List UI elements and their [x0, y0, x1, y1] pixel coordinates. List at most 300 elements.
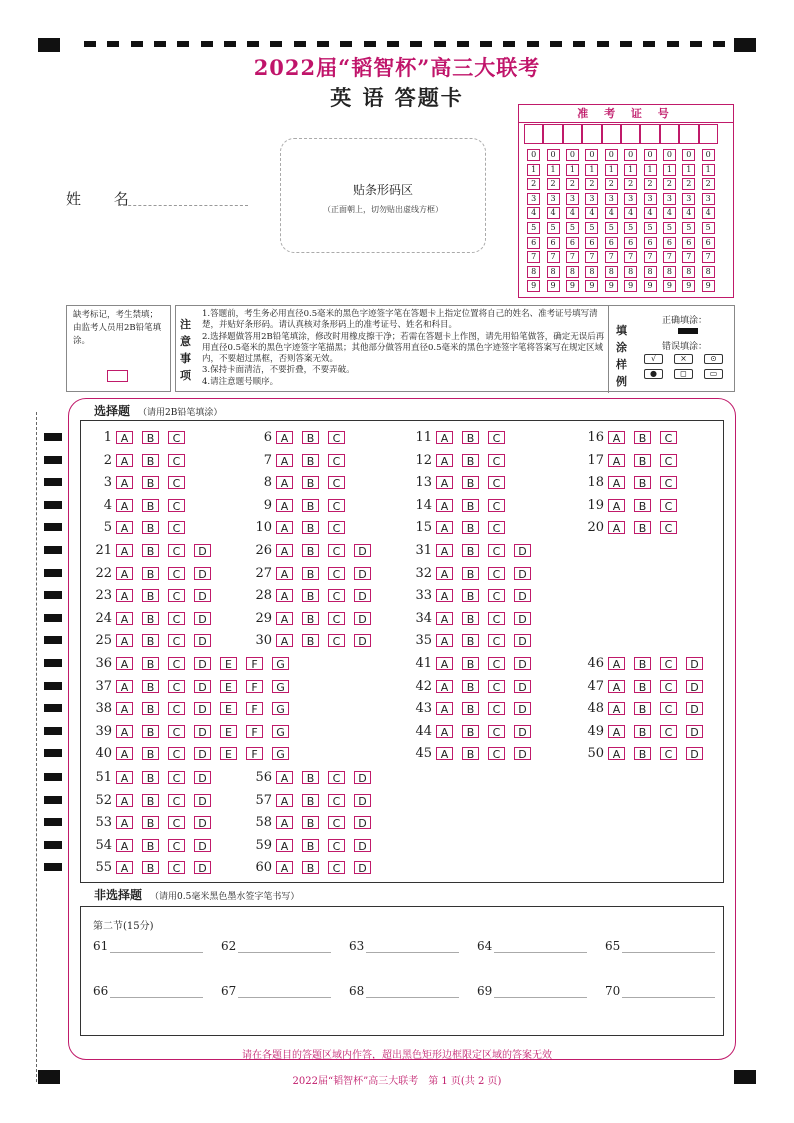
- option-a-bubble[interactable]: A: [276, 816, 293, 829]
- option-c-bubble[interactable]: C: [328, 634, 345, 647]
- exam-id-bubble[interactable]: 4: [644, 207, 657, 219]
- option-g-bubble[interactable]: G: [272, 657, 289, 670]
- exam-id-bubble[interactable]: 9: [605, 280, 618, 292]
- exam-id-bubble[interactable]: 3: [527, 193, 540, 205]
- option-a-bubble[interactable]: A: [436, 567, 453, 580]
- option-b-bubble[interactable]: B: [634, 657, 651, 670]
- exam-id-bubble[interactable]: 5: [663, 222, 676, 234]
- blank-line[interactable]: [622, 942, 715, 953]
- option-f-bubble[interactable]: F: [246, 747, 263, 760]
- option-a-bubble[interactable]: A: [436, 589, 453, 602]
- option-c-bubble[interactable]: C: [660, 680, 677, 693]
- option-c-bubble[interactable]: C: [168, 725, 185, 738]
- exam-id-bubble[interactable]: 8: [644, 266, 657, 278]
- exam-id-bubble[interactable]: 7: [605, 251, 618, 263]
- option-c-bubble[interactable]: C: [328, 839, 345, 852]
- option-c-bubble[interactable]: C: [488, 521, 505, 534]
- exam-id-bubble[interactable]: 8: [566, 266, 579, 278]
- exam-id-bubble[interactable]: 2: [547, 178, 560, 190]
- option-d-bubble[interactable]: D: [194, 771, 211, 784]
- exam-id-bubble[interactable]: 5: [566, 222, 579, 234]
- exam-id-bubble[interactable]: 1: [644, 164, 657, 176]
- exam-id-cell[interactable]: [621, 124, 640, 144]
- option-c-bubble[interactable]: C: [168, 476, 185, 489]
- option-a-bubble[interactable]: A: [608, 725, 625, 738]
- option-d-bubble[interactable]: D: [194, 747, 211, 760]
- option-a-bubble[interactable]: A: [436, 702, 453, 715]
- option-a-bubble[interactable]: A: [436, 634, 453, 647]
- exam-id-bubble[interactable]: 6: [566, 237, 579, 249]
- exam-id-bubble[interactable]: 2: [644, 178, 657, 190]
- option-a-bubble[interactable]: A: [116, 702, 133, 715]
- option-f-bubble[interactable]: F: [246, 702, 263, 715]
- option-a-bubble[interactable]: A: [276, 612, 293, 625]
- option-d-bubble[interactable]: D: [514, 567, 531, 580]
- option-b-bubble[interactable]: B: [142, 657, 159, 670]
- option-a-bubble[interactable]: A: [608, 747, 625, 760]
- option-d-bubble[interactable]: D: [354, 861, 371, 874]
- option-b-bubble[interactable]: B: [302, 589, 319, 602]
- option-c-bubble[interactable]: C: [168, 634, 185, 647]
- option-c-bubble[interactable]: C: [168, 794, 185, 807]
- option-c-bubble[interactable]: C: [168, 589, 185, 602]
- exam-id-bubble[interactable]: 3: [702, 193, 715, 205]
- exam-id-cell[interactable]: [524, 124, 543, 144]
- option-b-bubble[interactable]: B: [142, 544, 159, 557]
- exam-id-bubble[interactable]: 7: [585, 251, 598, 263]
- option-a-bubble[interactable]: A: [116, 499, 133, 512]
- option-a-bubble[interactable]: A: [116, 567, 133, 580]
- name-field[interactable]: [118, 204, 248, 206]
- option-c-bubble[interactable]: C: [660, 521, 677, 534]
- option-e-bubble[interactable]: E: [220, 725, 237, 738]
- option-d-bubble[interactable]: D: [194, 680, 211, 693]
- option-c-bubble[interactable]: C: [660, 476, 677, 489]
- exam-id-bubble[interactable]: 1: [682, 164, 695, 176]
- exam-id-bubble[interactable]: 9: [702, 280, 715, 292]
- option-b-bubble[interactable]: B: [462, 725, 479, 738]
- exam-id-bubble[interactable]: 0: [624, 149, 637, 161]
- option-a-bubble[interactable]: A: [116, 657, 133, 670]
- option-c-bubble[interactable]: C: [168, 816, 185, 829]
- exam-id-bubble[interactable]: 1: [585, 164, 598, 176]
- option-d-bubble[interactable]: D: [194, 839, 211, 852]
- exam-id-bubble[interactable]: 7: [663, 251, 676, 263]
- blank-line[interactable]: [494, 942, 587, 953]
- option-d-bubble[interactable]: D: [194, 657, 211, 670]
- option-d-bubble[interactable]: D: [354, 771, 371, 784]
- exam-id-bubble[interactable]: 4: [663, 207, 676, 219]
- option-a-bubble[interactable]: A: [436, 725, 453, 738]
- option-c-bubble[interactable]: C: [168, 521, 185, 534]
- blank-line[interactable]: [494, 987, 587, 998]
- exam-id-bubble[interactable]: 5: [527, 222, 540, 234]
- option-a-bubble[interactable]: A: [436, 680, 453, 693]
- option-b-bubble[interactable]: B: [142, 589, 159, 602]
- option-b-bubble[interactable]: B: [302, 521, 319, 534]
- option-b-bubble[interactable]: B: [462, 476, 479, 489]
- exam-id-bubble[interactable]: 4: [527, 207, 540, 219]
- option-a-bubble[interactable]: A: [116, 794, 133, 807]
- option-d-bubble[interactable]: D: [194, 567, 211, 580]
- option-c-bubble[interactable]: C: [660, 454, 677, 467]
- exam-id-bubble[interactable]: 6: [702, 237, 715, 249]
- option-b-bubble[interactable]: B: [142, 567, 159, 580]
- option-a-bubble[interactable]: A: [116, 680, 133, 693]
- option-a-bubble[interactable]: A: [276, 521, 293, 534]
- option-b-bubble[interactable]: B: [302, 567, 319, 580]
- option-d-bubble[interactable]: D: [354, 612, 371, 625]
- option-c-bubble[interactable]: C: [168, 702, 185, 715]
- option-c-bubble[interactable]: C: [168, 861, 185, 874]
- option-c-bubble[interactable]: C: [328, 544, 345, 557]
- option-g-bubble[interactable]: G: [272, 680, 289, 693]
- option-a-bubble[interactable]: A: [436, 521, 453, 534]
- option-d-bubble[interactable]: D: [194, 725, 211, 738]
- option-b-bubble[interactable]: B: [462, 499, 479, 512]
- exam-id-bubble[interactable]: 1: [605, 164, 618, 176]
- exam-id-bubble[interactable]: 8: [605, 266, 618, 278]
- option-b-bubble[interactable]: B: [634, 521, 651, 534]
- exam-id-bubble[interactable]: 0: [605, 149, 618, 161]
- option-c-bubble[interactable]: C: [168, 544, 185, 557]
- option-e-bubble[interactable]: E: [220, 680, 237, 693]
- exam-id-bubble[interactable]: 4: [624, 207, 637, 219]
- option-a-bubble[interactable]: A: [116, 861, 133, 874]
- exam-id-bubble[interactable]: 3: [585, 193, 598, 205]
- blank-line[interactable]: [622, 987, 715, 998]
- exam-id-bubble[interactable]: 2: [624, 178, 637, 190]
- exam-id-bubble[interactable]: 3: [605, 193, 618, 205]
- exam-id-bubble[interactable]: 3: [682, 193, 695, 205]
- exam-id-bubble[interactable]: 1: [566, 164, 579, 176]
- exam-id-bubble[interactable]: 9: [682, 280, 695, 292]
- exam-id-bubble[interactable]: 6: [547, 237, 560, 249]
- exam-id-bubble[interactable]: 1: [547, 164, 560, 176]
- option-a-bubble[interactable]: A: [116, 544, 133, 557]
- option-b-bubble[interactable]: B: [142, 476, 159, 489]
- option-a-bubble[interactable]: A: [608, 476, 625, 489]
- option-a-bubble[interactable]: A: [116, 725, 133, 738]
- option-d-bubble[interactable]: D: [514, 657, 531, 670]
- option-c-bubble[interactable]: C: [488, 747, 505, 760]
- exam-id-bubble[interactable]: 9: [527, 280, 540, 292]
- option-b-bubble[interactable]: B: [142, 725, 159, 738]
- option-d-bubble[interactable]: D: [194, 794, 211, 807]
- option-a-bubble[interactable]: A: [436, 454, 453, 467]
- option-a-bubble[interactable]: A: [276, 567, 293, 580]
- exam-id-bubble[interactable]: 2: [702, 178, 715, 190]
- option-b-bubble[interactable]: B: [142, 839, 159, 852]
- blank-line[interactable]: [110, 987, 203, 998]
- option-c-bubble[interactable]: C: [660, 702, 677, 715]
- option-d-bubble[interactable]: D: [514, 544, 531, 557]
- blank-line[interactable]: [238, 942, 331, 953]
- option-a-bubble[interactable]: A: [608, 521, 625, 534]
- option-a-bubble[interactable]: A: [608, 431, 625, 444]
- option-c-bubble[interactable]: C: [488, 589, 505, 602]
- option-d-bubble[interactable]: D: [194, 544, 211, 557]
- option-c-bubble[interactable]: C: [328, 567, 345, 580]
- exam-id-bubble[interactable]: 9: [663, 280, 676, 292]
- option-b-bubble[interactable]: B: [142, 816, 159, 829]
- option-a-bubble[interactable]: A: [116, 476, 133, 489]
- blank-line[interactable]: [110, 942, 203, 953]
- option-c-bubble[interactable]: C: [488, 567, 505, 580]
- option-a-bubble[interactable]: A: [608, 702, 625, 715]
- option-f-bubble[interactable]: F: [246, 657, 263, 670]
- exam-id-bubble[interactable]: 1: [527, 164, 540, 176]
- blank-line[interactable]: [366, 987, 459, 998]
- exam-id-cell[interactable]: [582, 124, 601, 144]
- option-d-bubble[interactable]: D: [194, 589, 211, 602]
- option-b-bubble[interactable]: B: [462, 612, 479, 625]
- exam-id-bubble[interactable]: 8: [624, 266, 637, 278]
- exam-id-cell[interactable]: [640, 124, 659, 144]
- exam-id-bubble[interactable]: 8: [547, 266, 560, 278]
- exam-id-bubble[interactable]: 4: [702, 207, 715, 219]
- exam-id-bubble[interactable]: 0: [566, 149, 579, 161]
- option-g-bubble[interactable]: G: [272, 747, 289, 760]
- option-d-bubble[interactable]: D: [354, 589, 371, 602]
- exam-id-bubble[interactable]: 4: [547, 207, 560, 219]
- exam-id-bubble[interactable]: 0: [663, 149, 676, 161]
- option-d-bubble[interactable]: D: [354, 794, 371, 807]
- option-c-bubble[interactable]: C: [168, 747, 185, 760]
- exam-id-bubble[interactable]: 2: [605, 178, 618, 190]
- exam-id-bubble[interactable]: 3: [566, 193, 579, 205]
- option-g-bubble[interactable]: G: [272, 725, 289, 738]
- option-b-bubble[interactable]: B: [302, 612, 319, 625]
- option-a-bubble[interactable]: A: [608, 499, 625, 512]
- exam-id-bubble[interactable]: 0: [702, 149, 715, 161]
- exam-id-bubble[interactable]: 5: [585, 222, 598, 234]
- option-b-bubble[interactable]: B: [302, 431, 319, 444]
- option-d-bubble[interactable]: D: [686, 725, 703, 738]
- option-d-bubble[interactable]: D: [354, 634, 371, 647]
- option-b-bubble[interactable]: B: [302, 454, 319, 467]
- option-b-bubble[interactable]: B: [142, 680, 159, 693]
- exam-id-bubble[interactable]: 7: [624, 251, 637, 263]
- exam-id-bubble[interactable]: 0: [682, 149, 695, 161]
- option-b-bubble[interactable]: B: [142, 634, 159, 647]
- exam-id-cell[interactable]: [699, 124, 718, 144]
- option-a-bubble[interactable]: A: [276, 771, 293, 784]
- option-d-bubble[interactable]: D: [514, 747, 531, 760]
- exam-id-bubble[interactable]: 5: [605, 222, 618, 234]
- option-b-bubble[interactable]: B: [142, 771, 159, 784]
- option-a-bubble[interactable]: A: [116, 454, 133, 467]
- exam-id-bubble[interactable]: 6: [585, 237, 598, 249]
- option-d-bubble[interactable]: D: [354, 816, 371, 829]
- exam-id-bubble[interactable]: 0: [547, 149, 560, 161]
- option-c-bubble[interactable]: C: [328, 431, 345, 444]
- option-c-bubble[interactable]: C: [660, 657, 677, 670]
- exam-id-bubble[interactable]: 2: [585, 178, 598, 190]
- option-a-bubble[interactable]: A: [436, 657, 453, 670]
- option-c-bubble[interactable]: C: [328, 612, 345, 625]
- exam-id-bubble[interactable]: 1: [624, 164, 637, 176]
- exam-id-bubble[interactable]: 0: [644, 149, 657, 161]
- blank-line[interactable]: [366, 942, 459, 953]
- option-b-bubble[interactable]: B: [462, 747, 479, 760]
- exam-id-bubble[interactable]: 5: [644, 222, 657, 234]
- option-a-bubble[interactable]: A: [276, 861, 293, 874]
- option-a-bubble[interactable]: A: [436, 499, 453, 512]
- option-d-bubble[interactable]: D: [514, 589, 531, 602]
- exam-id-bubble[interactable]: 9: [566, 280, 579, 292]
- exam-id-cell[interactable]: [679, 124, 698, 144]
- option-a-bubble[interactable]: A: [276, 544, 293, 557]
- option-b-bubble[interactable]: B: [142, 431, 159, 444]
- exam-id-bubble[interactable]: 1: [702, 164, 715, 176]
- option-a-bubble[interactable]: A: [608, 680, 625, 693]
- option-c-bubble[interactable]: C: [328, 454, 345, 467]
- option-c-bubble[interactable]: C: [488, 634, 505, 647]
- option-a-bubble[interactable]: A: [436, 476, 453, 489]
- option-b-bubble[interactable]: B: [634, 702, 651, 715]
- exam-id-bubble[interactable]: 4: [585, 207, 598, 219]
- exam-id-bubble[interactable]: 2: [527, 178, 540, 190]
- option-c-bubble[interactable]: C: [168, 454, 185, 467]
- option-a-bubble[interactable]: A: [608, 454, 625, 467]
- option-a-bubble[interactable]: A: [116, 521, 133, 534]
- option-d-bubble[interactable]: D: [686, 702, 703, 715]
- absent-bubble[interactable]: [107, 370, 128, 382]
- exam-id-bubble[interactable]: 9: [624, 280, 637, 292]
- option-b-bubble[interactable]: B: [302, 499, 319, 512]
- option-c-bubble[interactable]: C: [168, 499, 185, 512]
- option-f-bubble[interactable]: F: [246, 725, 263, 738]
- option-c-bubble[interactable]: C: [488, 680, 505, 693]
- option-b-bubble[interactable]: B: [142, 794, 159, 807]
- exam-id-bubble[interactable]: 9: [585, 280, 598, 292]
- exam-id-bubble[interactable]: 8: [702, 266, 715, 278]
- exam-id-bubble[interactable]: 2: [566, 178, 579, 190]
- option-d-bubble[interactable]: D: [686, 747, 703, 760]
- option-b-bubble[interactable]: B: [462, 589, 479, 602]
- option-a-bubble[interactable]: A: [276, 794, 293, 807]
- option-b-bubble[interactable]: B: [142, 612, 159, 625]
- option-b-bubble[interactable]: B: [462, 431, 479, 444]
- option-a-bubble[interactable]: A: [116, 612, 133, 625]
- exam-id-bubble[interactable]: 6: [605, 237, 618, 249]
- exam-id-bubble[interactable]: 1: [663, 164, 676, 176]
- option-a-bubble[interactable]: A: [276, 589, 293, 602]
- option-c-bubble[interactable]: C: [660, 499, 677, 512]
- option-a-bubble[interactable]: A: [116, 431, 133, 444]
- exam-id-bubble[interactable]: 4: [605, 207, 618, 219]
- option-a-bubble[interactable]: A: [436, 544, 453, 557]
- option-b-bubble[interactable]: B: [142, 747, 159, 760]
- exam-id-bubble[interactable]: 0: [527, 149, 540, 161]
- option-d-bubble[interactable]: D: [194, 634, 211, 647]
- option-b-bubble[interactable]: B: [142, 454, 159, 467]
- exam-id-cell[interactable]: [543, 124, 562, 144]
- option-a-bubble[interactable]: A: [436, 612, 453, 625]
- option-b-bubble[interactable]: B: [302, 476, 319, 489]
- option-c-bubble[interactable]: C: [328, 816, 345, 829]
- option-d-bubble[interactable]: D: [194, 861, 211, 874]
- option-a-bubble[interactable]: A: [116, 747, 133, 760]
- exam-id-bubble[interactable]: 7: [644, 251, 657, 263]
- option-c-bubble[interactable]: C: [488, 454, 505, 467]
- option-c-bubble[interactable]: C: [660, 747, 677, 760]
- option-c-bubble[interactable]: C: [168, 431, 185, 444]
- option-b-bubble[interactable]: B: [302, 544, 319, 557]
- option-c-bubble[interactable]: C: [328, 589, 345, 602]
- option-g-bubble[interactable]: G: [272, 702, 289, 715]
- option-a-bubble[interactable]: A: [436, 431, 453, 444]
- option-b-bubble[interactable]: B: [302, 816, 319, 829]
- option-c-bubble[interactable]: C: [328, 794, 345, 807]
- option-a-bubble[interactable]: A: [116, 839, 133, 852]
- exam-id-bubble[interactable]: 7: [566, 251, 579, 263]
- exam-id-bubble[interactable]: 9: [644, 280, 657, 292]
- option-c-bubble[interactable]: C: [488, 499, 505, 512]
- option-d-bubble[interactable]: D: [354, 567, 371, 580]
- exam-id-cell[interactable]: [563, 124, 582, 144]
- exam-id-bubble[interactable]: 3: [547, 193, 560, 205]
- option-a-bubble[interactable]: A: [276, 454, 293, 467]
- option-a-bubble[interactable]: A: [276, 634, 293, 647]
- option-c-bubble[interactable]: C: [168, 839, 185, 852]
- option-d-bubble[interactable]: D: [514, 702, 531, 715]
- exam-id-bubble[interactable]: 3: [624, 193, 637, 205]
- option-c-bubble[interactable]: C: [488, 544, 505, 557]
- option-b-bubble[interactable]: B: [302, 861, 319, 874]
- option-d-bubble[interactable]: D: [686, 657, 703, 670]
- exam-id-bubble[interactable]: 8: [585, 266, 598, 278]
- option-b-bubble[interactable]: B: [634, 431, 651, 444]
- option-b-bubble[interactable]: B: [302, 794, 319, 807]
- exam-id-bubble[interactable]: 6: [624, 237, 637, 249]
- option-b-bubble[interactable]: B: [142, 861, 159, 874]
- option-b-bubble[interactable]: B: [142, 702, 159, 715]
- option-c-bubble[interactable]: C: [328, 476, 345, 489]
- exam-id-bubble[interactable]: 2: [682, 178, 695, 190]
- exam-id-bubble[interactable]: 8: [682, 266, 695, 278]
- option-c-bubble[interactable]: C: [488, 612, 505, 625]
- option-d-bubble[interactable]: D: [686, 680, 703, 693]
- option-c-bubble[interactable]: C: [328, 499, 345, 512]
- exam-id-bubble[interactable]: 4: [682, 207, 695, 219]
- option-c-bubble[interactable]: C: [168, 680, 185, 693]
- exam-id-bubble[interactable]: 2: [663, 178, 676, 190]
- option-c-bubble[interactable]: C: [168, 612, 185, 625]
- exam-id-bubble[interactable]: 7: [682, 251, 695, 263]
- option-c-bubble[interactable]: C: [168, 567, 185, 580]
- option-d-bubble[interactable]: D: [194, 816, 211, 829]
- option-b-bubble[interactable]: B: [634, 454, 651, 467]
- exam-id-bubble[interactable]: 6: [682, 237, 695, 249]
- option-a-bubble[interactable]: A: [276, 476, 293, 489]
- exam-id-cell[interactable]: [660, 124, 679, 144]
- option-d-bubble[interactable]: D: [194, 612, 211, 625]
- option-e-bubble[interactable]: E: [220, 657, 237, 670]
- option-a-bubble[interactable]: A: [608, 657, 625, 670]
- option-c-bubble[interactable]: C: [660, 725, 677, 738]
- option-b-bubble[interactable]: B: [462, 521, 479, 534]
- option-d-bubble[interactable]: D: [354, 839, 371, 852]
- option-a-bubble[interactable]: A: [116, 771, 133, 784]
- option-b-bubble[interactable]: B: [462, 680, 479, 693]
- option-c-bubble[interactable]: C: [660, 431, 677, 444]
- option-b-bubble[interactable]: B: [634, 499, 651, 512]
- exam-id-bubble[interactable]: 6: [663, 237, 676, 249]
- option-a-bubble[interactable]: A: [436, 747, 453, 760]
- exam-id-bubble[interactable]: 6: [644, 237, 657, 249]
